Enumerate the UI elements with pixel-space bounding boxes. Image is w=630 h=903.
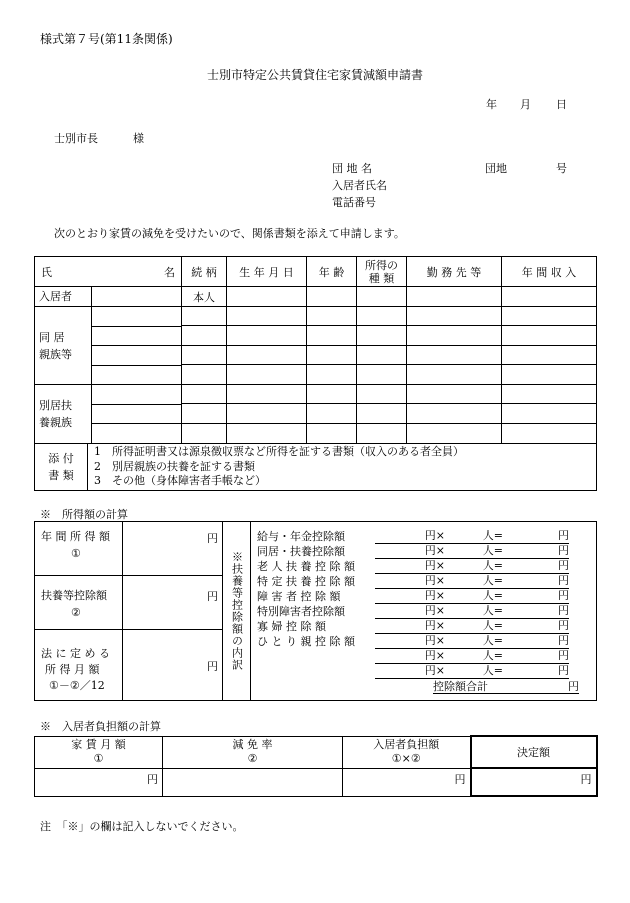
header-birth: 生 年 月 日 bbox=[227, 257, 307, 287]
deduction-result-field[interactable]: 円 bbox=[503, 558, 569, 574]
monthly-income-cell[interactable] bbox=[123, 630, 223, 701]
phone-label: 電話番号 bbox=[332, 196, 376, 209]
annual-income-label bbox=[35, 522, 123, 576]
resident-workplace-cell[interactable] bbox=[407, 287, 502, 307]
header-age: 年 齢 bbox=[307, 257, 357, 287]
deduction-breakdown bbox=[251, 522, 597, 701]
separate-label-2: 養親族 bbox=[39, 416, 72, 429]
cohabiting-name-cell[interactable] bbox=[92, 307, 181, 327]
attach-label-2: 書 類 bbox=[48, 469, 74, 482]
deduction-count-field[interactable]: 人= bbox=[445, 603, 503, 619]
deduction-count-field[interactable]: 人= bbox=[445, 543, 503, 559]
deduction-count-field[interactable]: 人= bbox=[445, 588, 503, 604]
deduction-amount-field[interactable]: 円× bbox=[375, 588, 445, 604]
cohabiting-detail-grid bbox=[182, 307, 597, 385]
form-number: 様式第７号(第11条関係) bbox=[40, 32, 173, 46]
rate-label-2: ② bbox=[247, 752, 258, 765]
dependent-deduction-label bbox=[35, 576, 123, 630]
deduction-total-line bbox=[257, 679, 596, 694]
cohabiting-name-cell[interactable] bbox=[92, 346, 181, 366]
deduction-item-label: 特別障害者控除額 bbox=[257, 605, 345, 618]
deduction-line bbox=[257, 574, 596, 589]
deduction-result-field[interactable]: 円 bbox=[503, 663, 569, 679]
resident-label: 入居者 bbox=[35, 287, 92, 306]
deduction-amount-field[interactable]: 円× bbox=[375, 573, 445, 589]
deduction-item-label: 寡 婦 控 除 額 bbox=[257, 620, 326, 633]
vertical-label-text: ※扶養等控除額の内訳 bbox=[230, 551, 244, 671]
burden-amount-cell[interactable] bbox=[343, 768, 471, 796]
date-year: 年 bbox=[486, 98, 497, 111]
resident-income-type-cell[interactable] bbox=[357, 287, 407, 307]
separate-block bbox=[35, 385, 182, 444]
deduction-amount-field[interactable]: 円× bbox=[375, 633, 445, 649]
rent-label-2: ① bbox=[93, 752, 104, 765]
date-day: 日 bbox=[556, 98, 567, 111]
page-title: 士別市特定公共賃貸住宅家賃減額申請書 bbox=[206, 68, 423, 82]
deduction-line bbox=[257, 589, 596, 604]
yen-unit: 円 bbox=[207, 532, 218, 545]
yen-unit: 円 bbox=[147, 772, 158, 786]
deduction-amount-field[interactable]: 円× bbox=[375, 528, 445, 544]
rent-label-1: 家 賃 月 額 bbox=[71, 738, 126, 751]
deduction-result-field[interactable]: 円 bbox=[503, 588, 569, 604]
annual-income-cell[interactable] bbox=[123, 522, 223, 576]
burden-label-1: 入居者負担額 bbox=[373, 738, 440, 751]
intro-text: 次のとおり家賃の減免を受けたいので、関係書類を添えて申請します。 bbox=[54, 227, 405, 240]
resident-name-label: 入居者氏名 bbox=[332, 179, 387, 192]
complex-label: 団 地 名 bbox=[332, 162, 372, 175]
deduction-count-field[interactable]: 人= bbox=[445, 633, 503, 649]
separate-name-cell[interactable] bbox=[92, 385, 181, 405]
burden-label-2: ①×② bbox=[391, 752, 421, 765]
rent-amount-cell[interactable] bbox=[35, 768, 163, 796]
annual-income-label-1: 年 間 所 得 額 bbox=[41, 530, 110, 543]
room-suffix: 号 bbox=[556, 162, 567, 175]
monthly-income-label-3: ①－②／12 bbox=[49, 679, 105, 692]
applicant-household-table bbox=[34, 256, 597, 491]
deduction-item-label: ひ と り 親 控 除 額 bbox=[257, 635, 355, 648]
resident-relation: 本人 bbox=[182, 287, 227, 307]
complex-suffix: 団地 bbox=[485, 162, 507, 175]
decision-amount-cell[interactable] bbox=[471, 768, 597, 796]
deduction-item-label: 同居・扶養控除額 bbox=[257, 545, 345, 558]
header-income-type-2: 種 類 bbox=[368, 271, 395, 285]
decision-header: 決定額 bbox=[471, 736, 597, 768]
resident-name-cell[interactable] bbox=[92, 287, 181, 306]
deduction-count-field[interactable]: 人= bbox=[445, 558, 503, 574]
attachment-item: 3 その他（身体障害者手帳など） bbox=[94, 474, 266, 487]
yen-unit: 円 bbox=[568, 680, 579, 693]
monthly-income-label bbox=[35, 630, 123, 701]
deduction-lines bbox=[257, 529, 596, 694]
yen-unit: 円 bbox=[454, 772, 466, 786]
deduction-amount-field[interactable]: 円× bbox=[375, 648, 445, 664]
yen-unit: 円 bbox=[580, 773, 592, 786]
header-name-left: 氏 bbox=[41, 265, 52, 279]
resident-income-cell[interactable] bbox=[502, 287, 597, 307]
separate-name-cell[interactable] bbox=[92, 405, 181, 425]
deduction-line bbox=[257, 544, 596, 559]
attachment-item: 2 別居親族の扶養を証する書類 bbox=[94, 459, 255, 473]
deduction-line bbox=[257, 529, 596, 544]
deduction-result-field[interactable]: 円 bbox=[503, 618, 569, 634]
monthly-income-label-2: 所 得 月 額 bbox=[45, 663, 100, 676]
deduction-amount-field[interactable]: 円× bbox=[375, 558, 445, 574]
cohabiting-name-cell[interactable] bbox=[92, 366, 181, 385]
deduction-total-field[interactable] bbox=[433, 679, 579, 694]
rent-header bbox=[35, 736, 163, 768]
header-workplace: 勤 務 先 等 bbox=[407, 257, 502, 287]
dependent-deduction-cell[interactable] bbox=[123, 576, 223, 630]
rate-cell[interactable] bbox=[163, 768, 343, 796]
deduction-result-field[interactable]: 円 bbox=[503, 633, 569, 649]
burden-section-heading: ※ 入居者負担額の計算 bbox=[40, 720, 161, 733]
deduction-item-label: 給与・年金控除額 bbox=[257, 530, 345, 543]
resident-birth-cell[interactable] bbox=[227, 287, 307, 307]
cohabiting-label-1: 同 居 bbox=[39, 330, 65, 344]
deduction-count-field[interactable]: 人= bbox=[445, 663, 503, 679]
deduction-result-field[interactable]: 円 bbox=[503, 543, 569, 559]
addressee-honorific: 様 bbox=[133, 132, 144, 145]
date-month: 月 bbox=[520, 98, 531, 111]
deduction-count-field[interactable]: 人= bbox=[445, 618, 503, 634]
cohabiting-block bbox=[35, 307, 182, 385]
header-annual-income: 年 間 収 入 bbox=[502, 257, 597, 287]
cohabiting-name-cell[interactable] bbox=[92, 327, 181, 347]
deduction-total-label: 控除額合計 bbox=[433, 680, 488, 693]
header-relation: 続 柄 bbox=[182, 257, 227, 287]
header-name bbox=[35, 257, 182, 287]
attach-label-1: 添 付 bbox=[48, 452, 74, 465]
dependent-deduction-label-1: 扶養等控除額 bbox=[41, 589, 107, 602]
deduction-amount-field[interactable]: 円× bbox=[375, 603, 445, 619]
deduction-count-field[interactable]: 人= bbox=[445, 528, 503, 544]
deduction-result-field[interactable]: 円 bbox=[503, 528, 569, 544]
header-income-type bbox=[357, 257, 407, 287]
deduction-line bbox=[257, 649, 596, 664]
rate-label-1: 減 免 率 bbox=[232, 738, 273, 751]
monthly-income-label-1: 法 に 定 め る bbox=[41, 647, 110, 660]
yen-unit: 円 bbox=[207, 660, 218, 673]
annual-income-label-2: ① bbox=[71, 547, 81, 560]
attachment-item: 1 所得証明書又は源泉徴収票など所得を証する書類（収入のある者全員） bbox=[94, 445, 464, 458]
resident-age-cell[interactable] bbox=[307, 287, 357, 307]
deduction-item-label: 特 定 扶 養 控 除 額 bbox=[257, 575, 355, 588]
burden-header bbox=[343, 736, 471, 768]
deduction-count-field[interactable]: 人= bbox=[445, 648, 503, 664]
separate-detail-grid bbox=[182, 385, 597, 444]
deduction-breakdown-vertical-label bbox=[223, 522, 251, 701]
deduction-item-label: 老 人 扶 養 控 除 額 bbox=[257, 560, 355, 573]
deduction-result-field[interactable]: 円 bbox=[503, 603, 569, 619]
deduction-line bbox=[257, 604, 596, 619]
deduction-item-label: 障 害 者 控 除 額 bbox=[257, 590, 341, 603]
deduction-result-field[interactable]: 円 bbox=[503, 573, 569, 589]
deduction-line bbox=[257, 634, 596, 649]
header-income-type-1: 所得の bbox=[365, 258, 398, 272]
burden-calc-table bbox=[34, 735, 598, 797]
resident-row-label bbox=[35, 287, 182, 307]
rate-header bbox=[163, 736, 343, 768]
cohabiting-label-2: 親族等 bbox=[39, 347, 72, 361]
deduction-amount-field[interactable]: 円× bbox=[375, 543, 445, 559]
attachments-row bbox=[35, 444, 597, 491]
addressee-name: 士別市長 bbox=[54, 132, 98, 145]
deduction-amount-field[interactable]: 円× bbox=[375, 663, 445, 679]
footer-note: 注 「※」の欄は記入しないでください。 bbox=[40, 820, 244, 833]
header-name-right: 名 bbox=[164, 265, 175, 279]
separate-name-cell[interactable] bbox=[92, 424, 181, 443]
deduction-line bbox=[257, 664, 596, 679]
deduction-result-field[interactable]: 円 bbox=[503, 648, 569, 664]
income-calc-table bbox=[34, 521, 597, 701]
deduction-line bbox=[257, 559, 596, 574]
deduction-line bbox=[257, 619, 596, 634]
dependent-deduction-label-2: ② bbox=[71, 606, 81, 619]
deduction-count-field[interactable]: 人= bbox=[445, 573, 503, 589]
separate-label-1: 別居扶 bbox=[39, 399, 72, 412]
yen-unit: 円 bbox=[207, 590, 218, 603]
income-section-heading: ※ 所得額の計算 bbox=[40, 508, 128, 521]
deduction-amount-field[interactable]: 円× bbox=[375, 618, 445, 634]
